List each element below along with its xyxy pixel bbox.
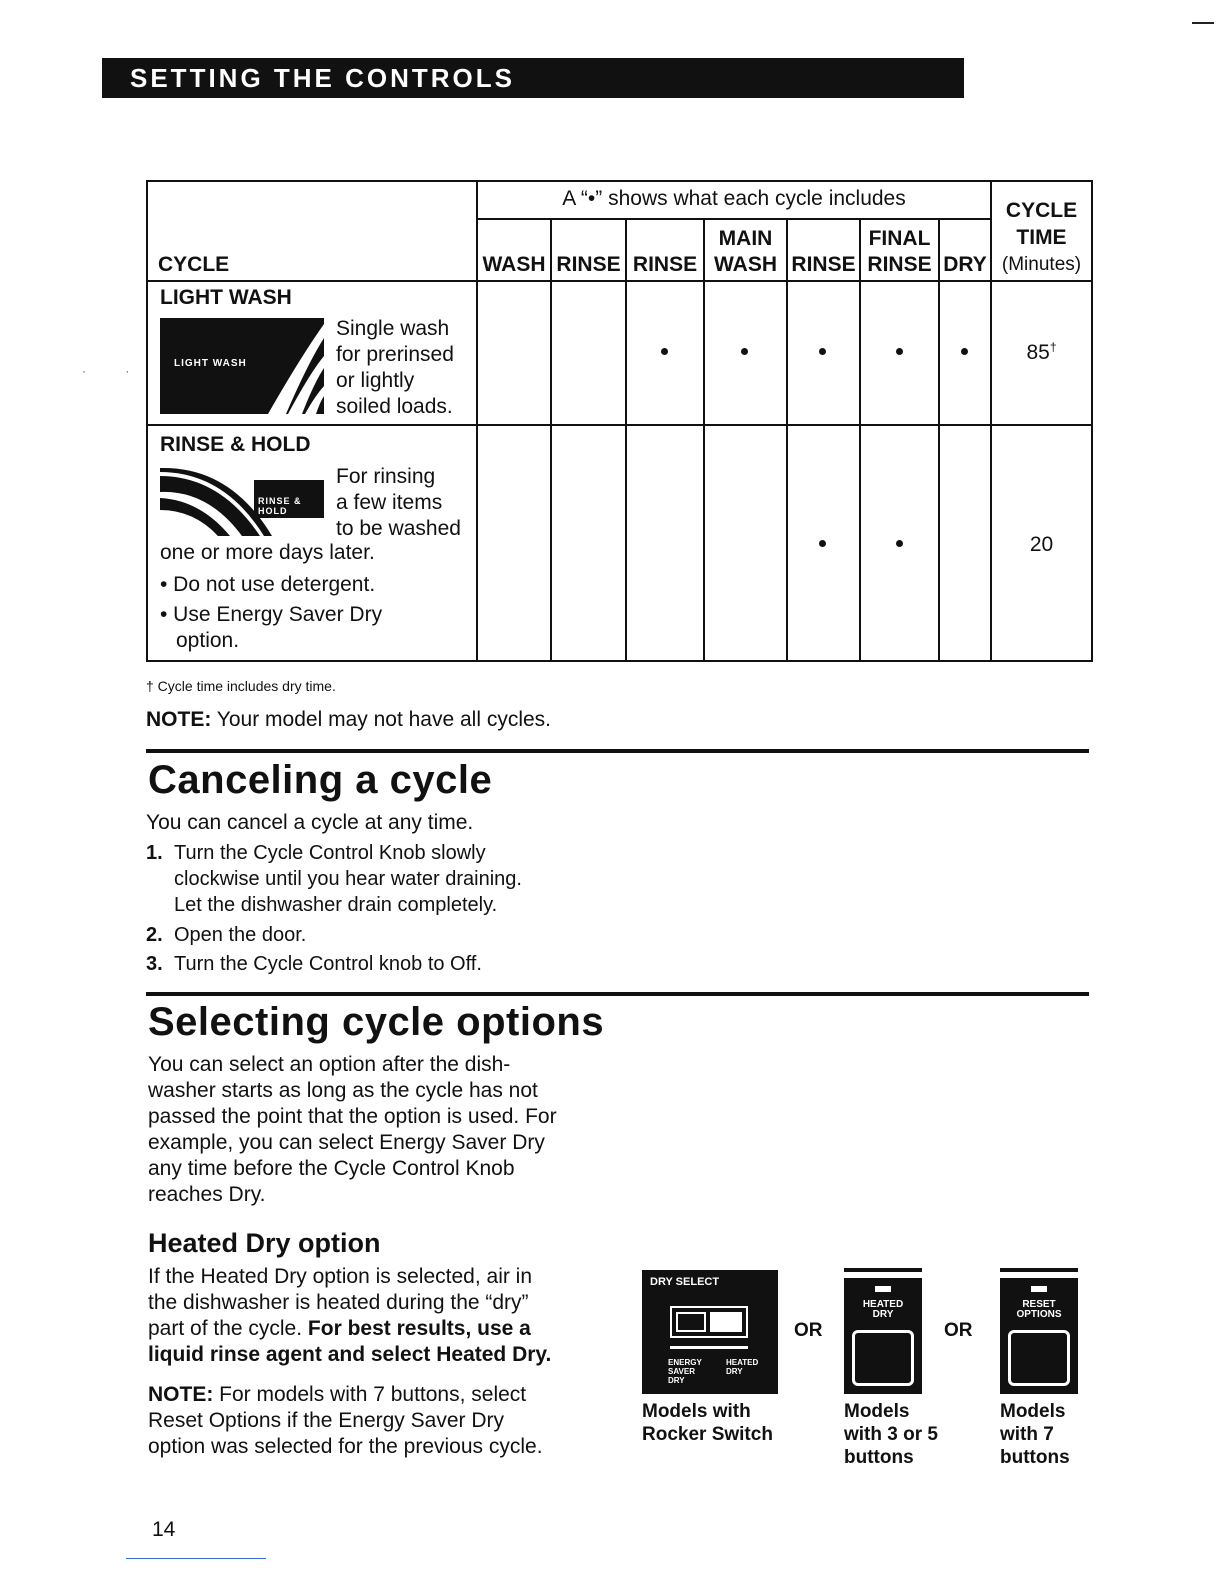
heated-dry-label: HEATED DRY <box>862 1299 904 1320</box>
time-header-1: CYCLE <box>1005 199 1078 222</box>
include-dot <box>741 348 748 355</box>
section-rule <box>146 749 1089 753</box>
rinse-hold-bullet-2: • Use Energy Saver Dry <box>160 603 383 626</box>
include-dot <box>896 348 903 355</box>
reset-options-button[interactable] <box>1008 1330 1070 1386</box>
heated-dry-heading: Heated Dry option <box>148 1228 381 1258</box>
heated-label: HEATED DRY <box>726 1358 759 1376</box>
col-header-rinse: RINSE <box>791 253 856 276</box>
section-rule <box>146 992 1089 996</box>
light-wash-desc-1: Single wash <box>336 317 450 340</box>
time-header-3: (Minutes) <box>1001 254 1082 275</box>
three-five-caption: Models with 3 or 5 buttons <box>844 1401 938 1468</box>
col-header-dry: DRY <box>943 253 987 276</box>
rinse-hold-bullet-2-cont: option. <box>176 629 240 652</box>
col-header-wash: WASH <box>482 253 546 276</box>
row-name-light-wash: LIGHT WASH <box>160 286 292 309</box>
reset-options-label: RESET OPTIONS <box>1016 1299 1062 1320</box>
canceling-heading: Canceling a cycle <box>148 758 493 802</box>
canceling-intro: You can cancel a cycle at any time. <box>146 811 474 834</box>
margin-dots: · · <box>82 364 148 378</box>
include-dot <box>819 540 826 547</box>
options-heading: Selecting cycle options <box>148 1000 605 1044</box>
cancel-step-3: 3. Turn the Cycle Control knob to Off. <box>146 953 482 975</box>
heated-dry-paragraph: If the Heated Dry option is selected, air in the dishwasher is heated during the “dry” part of the cycle. For best results, use a liquid rinse agent and select Heated Dry. <box>148 1265 552 1366</box>
col-header-final: FINAL <box>868 227 931 250</box>
rinse-hold-time: 20 <box>1029 533 1054 556</box>
col-header-main: MAIN <box>718 227 773 250</box>
light-wash-icon-label: LIGHT WASH <box>174 358 247 369</box>
corner-mark <box>1192 22 1214 24</box>
rinse-hold-desc-2: a few items <box>336 491 443 514</box>
rinse-hold-icon-label: RINSE & HOLD <box>258 496 302 516</box>
row-name-rinse-hold: RINSE & HOLD <box>160 433 311 456</box>
cancel-step-1: 1. Turn the Cycle Control Knob slowly clockwise until you hear water draining. Let the dishwasher drain completely. <box>146 842 522 916</box>
section-banner: SETTING THE CONTROLS <box>102 58 964 98</box>
rinse-hold-desc-1: For rinsing <box>336 465 436 488</box>
light-wash-desc-3: or lightly <box>336 369 415 392</box>
bottom-rule <box>126 1558 266 1559</box>
reset-options-button-panel <box>1000 1278 1078 1394</box>
rinse-hold-desc-3: to be washed <box>336 517 461 540</box>
light-wash-desc-2: for prerinsed <box>336 343 454 366</box>
col-header-rinse: RINSE <box>632 253 698 276</box>
light-wash-time: 85† <box>1026 340 1057 364</box>
cycle-table <box>146 180 1093 662</box>
include-dot <box>961 348 968 355</box>
or-separator: OR <box>944 1320 973 1341</box>
heated-dry-button-panel <box>844 1278 922 1394</box>
cycle-column-header: CYCLE <box>158 253 230 276</box>
cycles-note: NOTE: Your model may not have all cycles. <box>146 708 552 731</box>
col-header-wash: WASH <box>714 253 777 276</box>
or-separator: OR <box>794 1320 823 1341</box>
dry-select-label: DRY SELECT <box>650 1276 720 1288</box>
page-number: 14 <box>152 1518 176 1541</box>
rocker-caption: Models with Rocker Switch <box>642 1401 773 1445</box>
include-dot <box>661 348 668 355</box>
include-dot <box>896 540 903 547</box>
table-footnote: † Cycle time includes dry time. <box>146 678 336 694</box>
rocker-switch[interactable] <box>670 1306 748 1338</box>
energy-saver-label: ENERGY SAVER DRY <box>668 1358 702 1385</box>
light-wash-dial-icon <box>160 318 324 414</box>
rinse-hold-desc-4: one or more days later. <box>160 541 375 564</box>
light-wash-desc-4: soiled loads. <box>336 395 453 418</box>
col-header-rinse: RINSE <box>867 253 932 276</box>
rinse-hold-dial-icon <box>160 466 324 536</box>
heated-dry-note: NOTE: For models with 7 buttons, select Reset Options if the Energy Saver Dry option was selected for the previous cycle. <box>148 1383 543 1458</box>
table-caption: A “•” shows what each cycle includes <box>562 187 906 210</box>
cancel-step-2: 2. Open the door. <box>146 924 307 946</box>
include-dot <box>819 348 826 355</box>
seven-caption: Models with 7 buttons <box>1000 1401 1070 1468</box>
rocker-switch-panel <box>642 1270 778 1394</box>
rinse-hold-bullet-1: • Do not use detergent. <box>160 573 376 596</box>
heated-dry-button[interactable] <box>852 1330 914 1386</box>
options-paragraph: You can select an option after the dish- washer starts as long as the cycle has not passed the point that the option is used. For example, you can select Energy Saver Dry any time before the Cycle Control Knob reaches Dry. <box>148 1053 557 1206</box>
col-header-rinse: RINSE <box>556 253 621 276</box>
time-header-2: TIME <box>1016 226 1067 249</box>
